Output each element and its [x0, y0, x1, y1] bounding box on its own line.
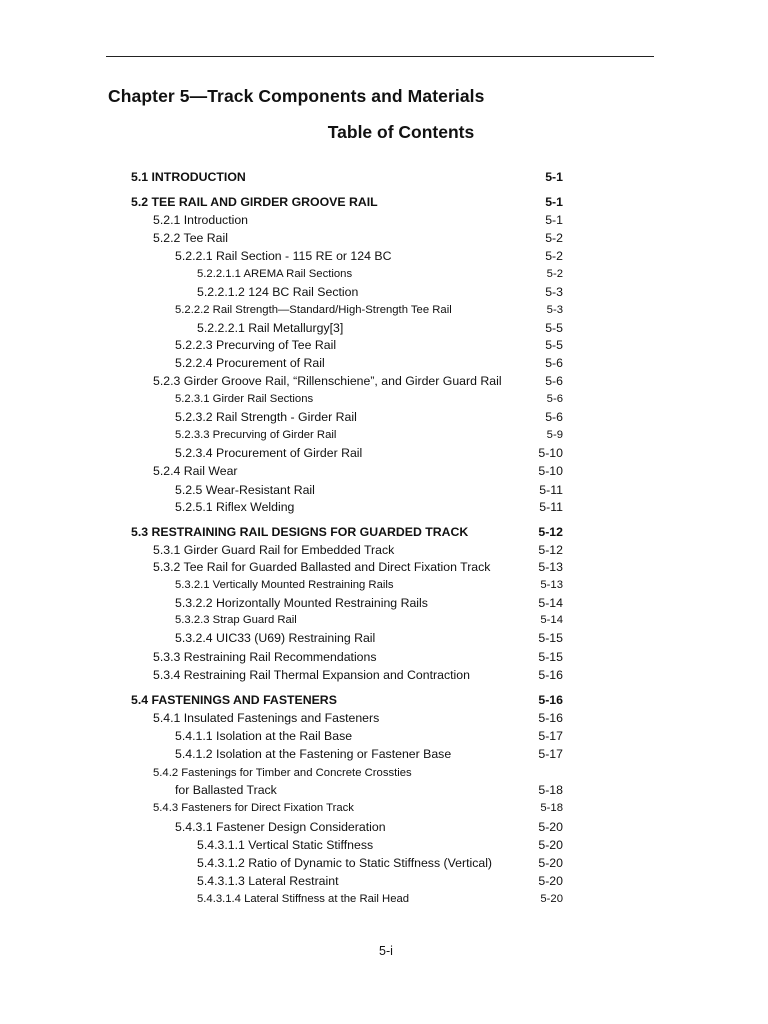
toc-entry-5-4-3-1-4[interactable] [0, 891, 768, 908]
toc-entry-text: 5.4.3.1.2 Ratio of Dynamic to Static Stiffness (Vertical) [197, 856, 493, 870]
toc-entry-page: 5-20 [540, 893, 563, 905]
toc-entry-5-3-2[interactable] [0, 559, 768, 576]
toc-entry-page: 5-5 [545, 338, 563, 352]
toc-entry-text: 5.4.3.1.3 Lateral Restraint [197, 874, 339, 888]
toc-entry-text: 5.4 FASTENINGS AND FASTENERS [131, 693, 337, 707]
toc-entry-page: 5-1 [545, 213, 563, 227]
toc-entry-page: 5-14 [540, 614, 563, 626]
toc-entry-text: 5.4.3.1.1 Vertical Static Stiffness [197, 838, 374, 852]
toc-entry-5-2-2-1-2[interactable] [0, 284, 768, 301]
toc-entry-page: 5-15 [538, 631, 563, 645]
toc-entry-5-2-3-4[interactable] [0, 445, 768, 462]
toc-entry-page: 5-18 [538, 783, 563, 797]
toc-entry-5-2-2[interactable] [0, 230, 768, 247]
toc-entry-text: for Ballasted Track [175, 783, 277, 797]
toc-entry-text: 5.3.4 Restraining Rail Thermal Expansion and Contraction [153, 668, 470, 682]
toc-entry-text: 5.2.2.4 Procurement of Rail [175, 356, 325, 370]
toc-entry-page: 5-20 [538, 820, 563, 834]
toc-entry-5-2-3[interactable] [0, 373, 768, 390]
toc-entry-page: 5-6 [545, 356, 563, 370]
toc-title: Table of Contents [327, 122, 475, 142]
toc-entry-page: 5-18 [540, 802, 563, 814]
toc-entry-text: 5.2.2.2 Rail Strength—Standard/High-Strength Tee Rail [175, 304, 452, 316]
toc-entry-5-3-2-1[interactable] [0, 577, 768, 594]
toc-entry-5-2-2-1[interactable] [0, 248, 768, 265]
toc-entry-5-2[interactable] [0, 194, 768, 211]
toc-entry-5-3-2-2[interactable] [0, 595, 768, 612]
toc-entry-page: 5-2 [546, 268, 563, 280]
toc-entry-5-3-3[interactable] [0, 649, 768, 666]
toc-entry-5-2-3-2[interactable] [0, 409, 768, 426]
toc-entry-page: 5-15 [538, 650, 563, 664]
page-number: 5-i [379, 944, 393, 958]
toc-entry-5-2-3-3[interactable] [0, 427, 768, 444]
toc-entry-page: 5-16 [538, 668, 563, 682]
toc-entry-text: 5.3.2.2 Horizontally Mounted Restraining Rails [175, 596, 428, 610]
toc-entry-text: 5.3.1 Girder Guard Rail for Embedded Track [153, 543, 395, 557]
toc-entry-5-2-4[interactable] [0, 463, 768, 480]
toc-entry-page: 5-3 [546, 304, 563, 316]
toc-entry-text: 5.2.3.4 Procurement of Girder Rail [175, 446, 363, 460]
toc-entry-page: 5-11 [539, 483, 563, 497]
toc-entry-text: 5.4.3.1.4 Lateral Stiffness at the Rail Head [197, 893, 410, 905]
toc-entry-5-2-2-1-1[interactable] [0, 266, 768, 283]
toc-entry-text: 5.3.2 Tee Rail for Guarded Ballasted and Direct Fixation Track [153, 560, 491, 574]
toc-entry-5-4-2-cont[interactable] [0, 782, 768, 799]
toc-entry-text: 5.2.2 Tee Rail [153, 231, 228, 245]
toc-entry-page: 5-16 [538, 693, 563, 707]
toc-entry-5-4-3[interactable] [0, 800, 768, 817]
toc-entry-page: 5-13 [540, 579, 563, 591]
toc-entry-page: 5-1 [545, 170, 563, 184]
toc-entry-5-4-3-1-1[interactable] [0, 837, 768, 854]
toc-entry-text: 5.2.3.1 Girder Rail Sections [175, 393, 314, 405]
toc-entry-5-1[interactable] [0, 169, 768, 186]
toc-entry-text: 5.4.1.1 Isolation at the Rail Base [175, 729, 353, 743]
toc-entry-text: 5.4.1 Insulated Fastenings and Fasteners [153, 711, 380, 725]
toc-entry-5-3-4[interactable] [0, 667, 768, 684]
toc-entry-page: 5-17 [538, 729, 563, 743]
toc-entry-page: 5-14 [538, 596, 563, 610]
toc-entry-5-3-2-4[interactable] [0, 630, 768, 647]
toc-entry-text: 5.4.2 Fastenings for Timber and Concrete Crossties [153, 767, 412, 779]
toc-entry-text: 5.2.2.3 Precurving of Tee Rail [175, 338, 337, 352]
toc-entry-5-2-1[interactable] [0, 212, 768, 229]
toc-entry-5-2-3-1[interactable] [0, 391, 768, 408]
toc-entry-5-4-1-2[interactable] [0, 746, 768, 763]
toc-entry-5-4-3-1-2[interactable] [0, 855, 768, 872]
toc-entry-page: 5-2 [545, 231, 563, 245]
toc-entry-page: 5-12 [538, 525, 563, 539]
toc-entry-page: 5-6 [545, 374, 563, 388]
toc-entry-page: 5-10 [538, 446, 563, 460]
toc-entry-text: 5.2.1 Introduction [153, 213, 249, 227]
toc-entry-page: 5-13 [538, 560, 563, 574]
toc-entry-5-2-2-2-1[interactable] [0, 320, 768, 337]
toc-entry-text: 5.2.3.2 Rail Strength - Girder Rail [175, 410, 357, 424]
toc-entry-text: 5.4.3 Fasteners for Direct Fixation Track [153, 802, 354, 814]
toc-entry-page: 5-20 [538, 874, 563, 888]
toc-entry-5-2-5-1[interactable] [0, 499, 768, 516]
toc-entry-5-3-2-3[interactable] [0, 612, 768, 629]
toc-entry-text: 5.3.2.4 UIC33 (U69) Restraining Rail [175, 631, 376, 645]
toc-entry-text: 5.2.2.1.1 AREMA Rail Sections [197, 268, 353, 280]
toc-entry-text: 5.3 RESTRAINING RAIL DESIGNS FOR GUARDED TRACK [131, 525, 469, 539]
toc-entry-text: 5.2.2.1.2 124 BC Rail Section [197, 285, 359, 299]
toc-entry-page: 5-10 [538, 464, 563, 478]
toc-entry-page: 5-11 [539, 500, 563, 514]
toc-entry-text: 5.2.3 Girder Groove Rail, “Rillenschiene”, and Girder Guard Rail [153, 374, 502, 388]
toc-entry-text: 5.3.3 Restraining Rail Recommendations [153, 650, 377, 664]
toc-entry-5-4-1[interactable] [0, 710, 768, 727]
toc-entry-5-2-2-3[interactable] [0, 337, 768, 354]
toc-entry-page: 5-9 [546, 429, 563, 441]
toc-entry-page: 5-17 [538, 747, 563, 761]
toc-entry-text: 5.1 INTRODUCTION [131, 170, 246, 184]
toc-entry-text: 5.3.2.3 Strap Guard Rail [175, 614, 297, 626]
toc-entry-5-4-2[interactable] [0, 765, 768, 782]
toc-entry-page: 5-6 [546, 393, 563, 405]
toc-entry-text: 5.2.4 Rail Wear [153, 464, 238, 478]
toc-entry-text: 5.2.5.1 Riflex Welding [175, 500, 295, 514]
toc-entry-5-4-1-1[interactable] [0, 728, 768, 745]
toc-entry-page: 5-20 [538, 856, 563, 870]
page-number-wrap [0, 944, 768, 958]
toc-entry-text: 5.4.3.1 Fastener Design Consideration [175, 820, 386, 834]
toc-entry-page: 5-20 [538, 838, 563, 852]
chapter-title: Chapter 5—Track Components and Materials [108, 86, 485, 106]
toc-entry-5-4-3-1[interactable] [0, 819, 768, 836]
toc-entry-text: 5.2.2.1 Rail Section - 115 RE or 124 BC [175, 249, 392, 263]
toc-entry-text: 5.3.2.1 Vertically Mounted Restraining Rails [175, 579, 394, 591]
toc-entry-page: 5-3 [545, 285, 563, 299]
toc-entry-5-2-5[interactable] [0, 482, 768, 499]
toc-entry-text: 5.2 TEE RAIL AND GIRDER GROOVE RAIL [131, 195, 378, 209]
toc-entry-page: 5-5 [545, 321, 563, 335]
toc-entry-5-2-2-2[interactable] [0, 302, 768, 319]
toc-entry-text: 5.4.1.2 Isolation at the Fastening or Fastener Base [175, 747, 452, 761]
toc-entry-page: 5-1 [545, 195, 563, 209]
toc-entry-text: 5.2.3.3 Precurving of Girder Rail [175, 429, 337, 441]
toc-entry-page: 5-16 [538, 711, 563, 725]
toc-entry-text: 5.2.5 Wear-Resistant Rail [175, 483, 315, 497]
toc-entry-page: 5-2 [545, 249, 563, 263]
toc-entry-5-4-3-1-3[interactable] [0, 873, 768, 890]
toc-entry-5-3[interactable] [0, 524, 768, 541]
toc-entry-5-2-2-4[interactable] [0, 355, 768, 372]
toc-entry-5-3-1[interactable] [0, 542, 768, 559]
toc-entry-5-4[interactable] [0, 692, 768, 709]
toc-entry-page: 5-6 [545, 410, 563, 424]
toc-entry-page: 5-12 [538, 543, 563, 557]
toc-entry-text: 5.2.2.2.1 Rail Metallurgy[3] [197, 321, 344, 335]
